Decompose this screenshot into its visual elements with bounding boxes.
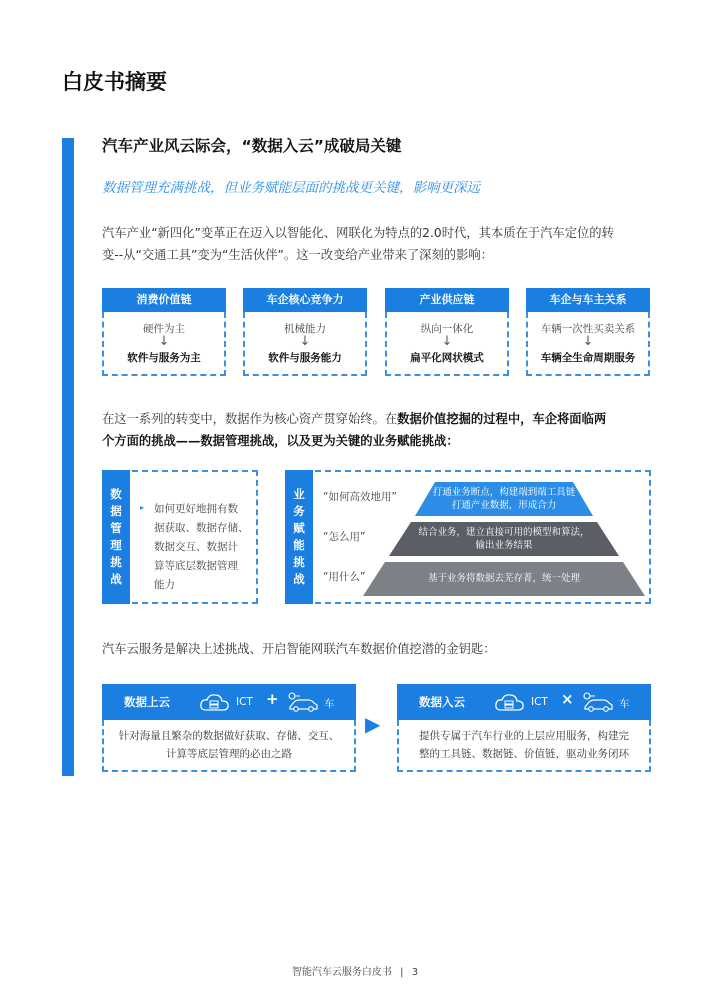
- play-arrow-icon: ▶: [365, 712, 381, 736]
- cloud-server-icon: [493, 692, 527, 714]
- card-title: 消费价值链: [102, 288, 226, 312]
- para2-bold-1: 数据价值挖掘的过程中，车企将面临两: [397, 412, 607, 426]
- card-from: 机械能力: [284, 323, 326, 335]
- card-supply-chain: [385, 288, 509, 376]
- card-title: 车企与车主关系: [526, 288, 650, 312]
- ict-label: ICT: [236, 696, 253, 708]
- pyramid-middle-text: [389, 526, 619, 552]
- text-line: 基于业务将数据去芜存菁，统一处理: [427, 573, 580, 584]
- plus-icon: +: [266, 690, 279, 708]
- cloud-paragraph: 汽车云服务是解决上述挑战、开启智能网联汽车数据价值挖潜的金钥匙：: [102, 642, 496, 656]
- card-from: 纵向一体化: [420, 323, 474, 335]
- label-char: 战: [110, 572, 122, 586]
- text-line: 据获取、数据存储、: [154, 522, 249, 534]
- para2-text: 在这一系列的转变中，数据作为核心资产贯穿始终。在: [102, 412, 398, 426]
- card-from: 硬件为主: [143, 323, 185, 335]
- multiply-icon: ×: [561, 690, 574, 708]
- card-to: 扁平化网状模式: [410, 352, 484, 364]
- pyramid-top-text: [415, 486, 593, 512]
- label-char: 务: [293, 504, 305, 518]
- footer: [0, 963, 710, 978]
- cloud-server-icon: [198, 692, 232, 714]
- text-line: 打通产业数据，形成合力: [451, 500, 557, 511]
- text-line: 打通业务断点，构建端到端工具链: [432, 487, 576, 498]
- intro-paragraph: [102, 222, 650, 266]
- card-to: 车辆全生命周期服务: [540, 352, 636, 364]
- challenge-paragraph: [102, 408, 650, 452]
- down-arrow-icon: ↓: [582, 334, 594, 349]
- card-consumer-value-chain: [102, 288, 226, 376]
- box-title: 数据上云: [124, 695, 170, 709]
- card-title: 产业供应链: [385, 288, 509, 312]
- bullet-triangle-icon: ▸: [140, 503, 145, 512]
- text-line: 如何更好地拥有数: [154, 503, 238, 515]
- text-line: 结合业务，建立直接可用的模型和算法，: [418, 527, 590, 538]
- business-enablement-challenge: [285, 470, 651, 604]
- card-core-competence: [243, 288, 367, 376]
- intro-line-1: 汽车产业“新四化”变革正在迈入以智能化、网联化为特点的2.0时代，其本质在于汽车定位的转: [102, 226, 614, 240]
- section-subtitle: 数据管理充满挑战，但业务赋能层面的挑战更关键，影响更深远: [102, 180, 480, 196]
- data-management-text: [154, 500, 254, 595]
- card-to: 软件与服务能力: [268, 352, 342, 364]
- text-line: 计算等底层管理的必由之路: [166, 748, 292, 760]
- text-line: 能力: [154, 579, 175, 591]
- box-description: [397, 720, 651, 772]
- text-line: 算等底层数据管理: [154, 560, 238, 572]
- label-char: 战: [293, 572, 305, 586]
- pyramid-bottom-text: [363, 572, 645, 585]
- connected-car-icon: [286, 690, 320, 714]
- footer-separator: |: [400, 967, 404, 978]
- text-line: 整的工具链、数据链、价值链，驱动业务闭环: [419, 748, 629, 760]
- box-title: 数据入云: [419, 695, 465, 709]
- label-char: 挑: [110, 555, 122, 569]
- page-title: 白皮书摘要: [62, 70, 167, 94]
- card-from: 车辆一次性买卖关系: [540, 323, 636, 335]
- pyramid-question-top: “如何高效地用”: [323, 491, 397, 503]
- text-line: 针对海量且繁杂的数据做好获取、存储、交互、: [118, 730, 340, 742]
- card-owner-relationship: [526, 288, 650, 376]
- page-number: 3: [411, 967, 419, 978]
- label-char: 理: [110, 538, 122, 552]
- data-management-label: [102, 470, 130, 604]
- para2-bold-2: 个方面的挑战——数据管理挑战，以及更为关键的业务赋能挑战：: [102, 434, 459, 448]
- pyramid-question-bottom: “用什么”: [323, 571, 366, 583]
- label-char: 管: [110, 521, 122, 535]
- section-title: 汽车产业风云际会，“数据入云”成破局关键: [102, 137, 402, 155]
- text-line: 数据交互、数据计: [154, 541, 238, 553]
- data-into-cloud-box: [397, 684, 651, 772]
- card-title: 车企核心竞争力: [243, 288, 367, 312]
- data-to-cloud-box: [102, 684, 356, 772]
- card-to: 软件与服务为主: [127, 352, 201, 364]
- data-management-challenge: [102, 470, 258, 604]
- down-arrow-icon: ↓: [299, 334, 311, 349]
- label-char: 据: [110, 504, 122, 518]
- connected-car-icon: [581, 690, 615, 714]
- down-arrow-icon: ↓: [441, 334, 453, 349]
- text-line: 输出业务结果: [475, 540, 533, 551]
- label-char: 能: [293, 538, 305, 552]
- down-arrow-icon: ↓: [158, 334, 170, 349]
- pyramid-question-middle: “怎么用”: [323, 531, 366, 543]
- label-char: 业: [293, 487, 305, 501]
- car-label: 车: [619, 698, 630, 710]
- label-char: 赋: [293, 521, 305, 535]
- box-description: [102, 720, 356, 772]
- label-char: 挑: [293, 555, 305, 569]
- intro-line-2: 变--从“交通工具”变为“生活伙伴”。这一改变给产业带来了深刻的影响：: [102, 248, 493, 262]
- car-label: 车: [324, 698, 335, 710]
- accent-bar: [62, 138, 74, 776]
- ict-label: ICT: [531, 696, 548, 708]
- text-line: 提供专属于汽车行业的上层应用服务，构建完: [419, 730, 629, 742]
- footer-title: 智能汽车云服务白皮书: [291, 967, 392, 978]
- label-char: 数: [110, 487, 122, 501]
